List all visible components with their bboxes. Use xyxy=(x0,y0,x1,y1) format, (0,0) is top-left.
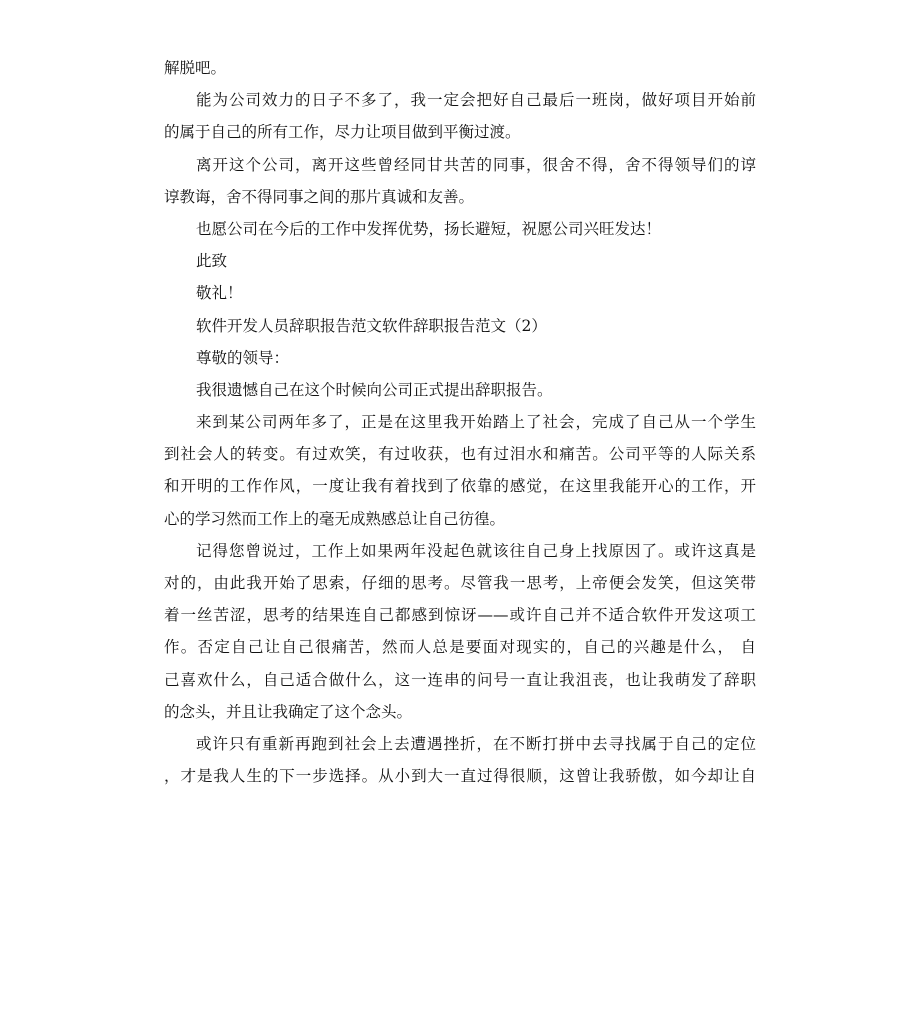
section-title: 软件开发人员辞职报告范文软件辞职报告范文（2） xyxy=(196,316,547,335)
text-line: 和开明的工作作风，一度让我有着找到了依靠的感觉，在这里我能开心的工作，开 xyxy=(164,477,756,496)
text-line: 来到某公司两年多了，正是在这里我开始踏上了社会，完成了自己从一个学生 xyxy=(196,413,756,432)
salutation: 尊敬的领导： xyxy=(196,348,290,367)
text-line: 着一丝苦涩，思考的结果连自己都感到惊讶——或许自己并不适合软件开发这项工 xyxy=(164,606,756,625)
document-body xyxy=(164,52,756,792)
closing-line: 此致 xyxy=(196,252,228,271)
text-line: 能为公司效力的日子不多了，我一定会把好自己最后一班岗，做好项目开始前 xyxy=(196,91,756,110)
text-line: 记得您曾说过，工作上如果两年没起色就该往自己身上找原因了。或许这真是 xyxy=(196,541,756,560)
text-line: 我很遗憾自己在这个时候向公司正式提出辞职报告。 xyxy=(196,380,553,399)
text-line: 的属于自己的所有工作，尽力让项目做到平衡过渡。 xyxy=(164,123,521,142)
text-line: 谆教诲，舍不得同事之间的那片真诚和友善。 xyxy=(164,187,475,206)
text-line: 离开这个公司，离开这些曾经同甘共苦的同事，很舍不得，舍不得领导们的谆 xyxy=(196,155,756,174)
text-line: ，才是我人生的下一步选择。从小到大一直过得很顺，这曾让我骄傲，如今却让自 xyxy=(164,767,756,786)
closing-line: 敬礼！ xyxy=(196,284,243,303)
text-line: 作。否定自己让自己很痛苦，然而人总是要面对现实的，自己的兴趣是什么， 自 xyxy=(164,638,756,657)
text-line: 解脱吧。 xyxy=(164,59,227,77)
text-line: 对的，由此我开始了思索，仔细的思考。尽管我一思考，上帝便会发笑，但这笑带 xyxy=(164,574,756,592)
text-line: 心的学习然而工作上的毫无成熟感总让自己彷徨。 xyxy=(164,509,506,528)
text-line: 也愿公司在今后的工作中发挥优势，扬长避短，祝愿公司兴旺发达！ xyxy=(196,219,662,238)
text-line: 己喜欢什么，自己适合做什么，这一连串的问号一直让我沮丧，也让我萌发了辞职 xyxy=(164,670,756,689)
text-line: 或许只有重新再跑到社会上去遭遇挫折，在不断打拼中去寻找属于自己的定位 xyxy=(196,734,756,753)
text-line: 的念头，并且让我确定了这个念头。 xyxy=(164,702,413,721)
text-line: 到社会人的转变。有过欢笑，有过收获，也有过泪水和痛苦。公司平等的人际关系 xyxy=(164,445,756,464)
